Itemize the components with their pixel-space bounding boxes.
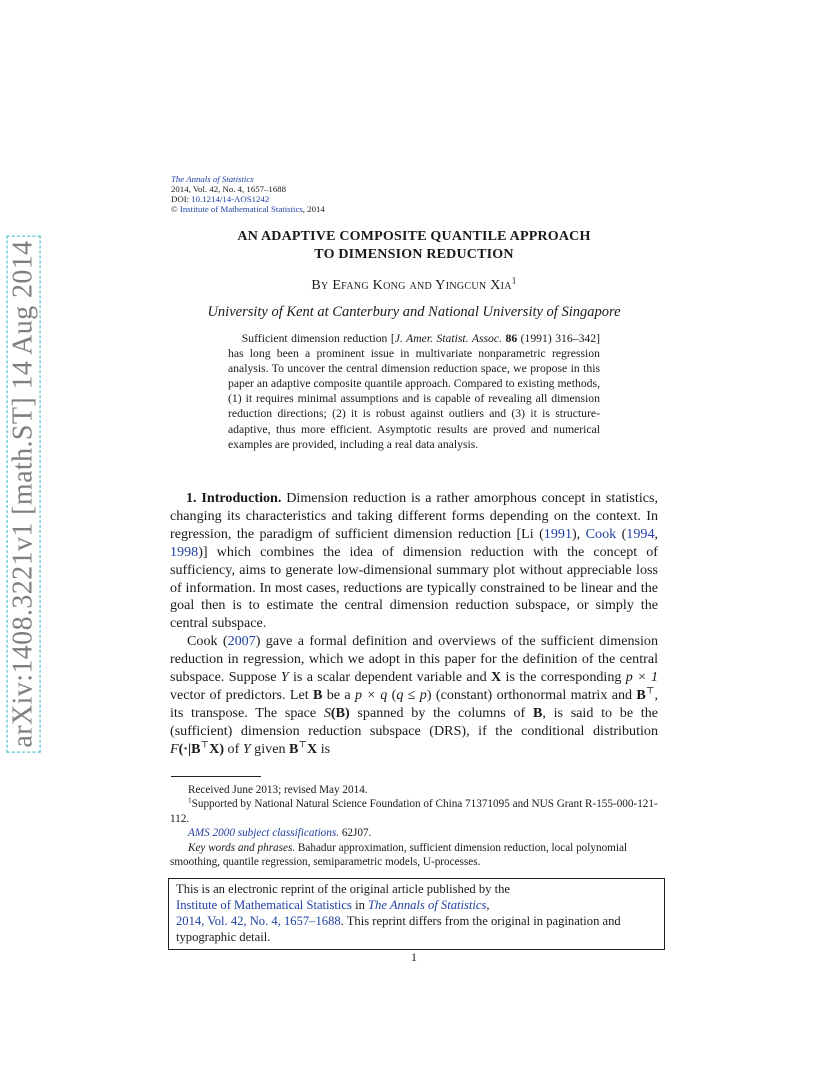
journal-link[interactable]: The Annals of Statistics xyxy=(171,174,254,184)
page-number: 1 xyxy=(411,950,417,964)
abstract: Sufficient dimension reduction [J. Amer. Statist. Assoc. 86 (1991) 316–342] has long been a prominent issue in multivariate nonparametric regression analysis. To uncover the central dimension reduction space, we propose in this paper an adaptive composite quantile approach. Compared to existing methods, (1) it requires minimal assumptions and is capable of revealing all dimension reduction directions; (2) it is robust against outliers and (3) it is structure-adaptive, thus more efficient. Asymptotic results are proved and numerical examples are provided, including a real data analysis. xyxy=(228,332,601,451)
citation-link[interactable]: 1991 xyxy=(543,525,572,542)
citation-link[interactable]: 1994 xyxy=(626,525,655,542)
author-xia: Yingcun Xia xyxy=(435,278,512,293)
affiliation: University of Kent at Canterbury and National University of Singapore xyxy=(207,304,621,320)
citation-link[interactable]: 2007 xyxy=(227,633,256,650)
doi-link[interactable]: 10.1214/14-AOS1242 xyxy=(191,194,270,204)
doi-line: DOI: 10.1214/14-AOS1242 xyxy=(171,194,270,204)
journal-header xyxy=(171,174,325,214)
reprint-notice: This is an electronic reprint of the original article published by the Institute of Mathematical Statistics in The Annals of Statistics, 2014, Vol. 42, No. 4, 1657–1688. This reprint differs from the original in pagination and typographic detail. xyxy=(168,878,665,950)
ams-classification: AMS 2000 subject classifications. 62J07. xyxy=(188,827,372,840)
section-heading: 1. Introduction. xyxy=(186,490,282,506)
received-note: Received June 2013; revised May 2014. xyxy=(188,784,368,796)
ams-link[interactable]: AMS 2000 subject classifications. xyxy=(188,827,340,840)
publisher-link[interactable]: Institute of Mathematical Statistics xyxy=(176,898,352,912)
footnotes xyxy=(170,783,658,869)
footnote-rule xyxy=(171,776,261,777)
keywords: Key words and phrases. Bahadur approximation, sufficient dimension reduction, local polynomial smoothing, quantile regression, semiparametric models, U-processes. xyxy=(170,841,628,869)
author-line: By Efang Kong and Yingcun Xia$^1$ xyxy=(311,275,517,293)
arxiv-identifier[interactable]: arXiv:1408.3221v1 [math.ST] 14 Aug 2014 xyxy=(7,235,41,752)
citation-link[interactable]: 1998 xyxy=(170,543,199,560)
arxiv-sidebar xyxy=(4,238,44,750)
author-kong: Efang Kong xyxy=(332,278,406,293)
journal-link[interactable]: The Annals of Statistics xyxy=(368,898,487,912)
intro-paragraph-2: Cook (2007) gave a formal definition and overviews of the sufficient dimension reduction in regression, which we adopt in this paper for the definition of the central subspace. Suppose Y is a scalar dependent variable and X is the corresponding p × 1 vector of predictors. Let B be a p × q (q ≤ p) (constant) orthonormal matrix and B⊤, its transpose. The space S(B) spanned by the columns of B, is said to be the (sufficient) dimension reduction subspace (DRS), if the conditional distribution F(·|B⊤X) of Y given B⊤X is xyxy=(170,633,659,757)
intro-paragraph-1: 1. Introduction. Dimension reduction is a rather amorphous concept in statistics, changing its characteristics and taking different forms depending on the context. In regression, the paradigm of sufficient dimension reduction [Li (1991), Cook (1994, 1998)] which combines the idea of dimension reduction with the concept of sufficiency, aims to generate low-dimensional summary plot without appreciable loss of information. In most cases, reductions are typically constrained to be linear and the goal then is to estimate the central dimension reduction subspace, or simply the central subspace. xyxy=(170,490,659,632)
body-text xyxy=(170,490,658,759)
copyright-icon: © xyxy=(171,204,178,214)
publisher-link[interactable]: Institute of Mathematical Statistics xyxy=(179,204,303,214)
volume-link[interactable]: 2014, Vol. 42, No. 4, 1657–1688 xyxy=(176,914,341,928)
footnote-mark: 1 xyxy=(511,275,517,286)
support-note: $^1$Supported by National Natural Science Foundation of China 71371095 and NUS Grant R-155-000-121-112. xyxy=(170,796,658,825)
copyright-line: © Institute of Mathematical Statistics, 2014 xyxy=(171,204,325,214)
citation-link[interactable]: Cook xyxy=(585,525,617,542)
paper-title: AN ADAPTIVE COMPOSITE QUANTILE APPROACH TO DIMENSION REDUCTION xyxy=(237,229,591,262)
volume-line: 2014, Vol. 42, No. 4, 1657–1688 xyxy=(171,184,287,194)
